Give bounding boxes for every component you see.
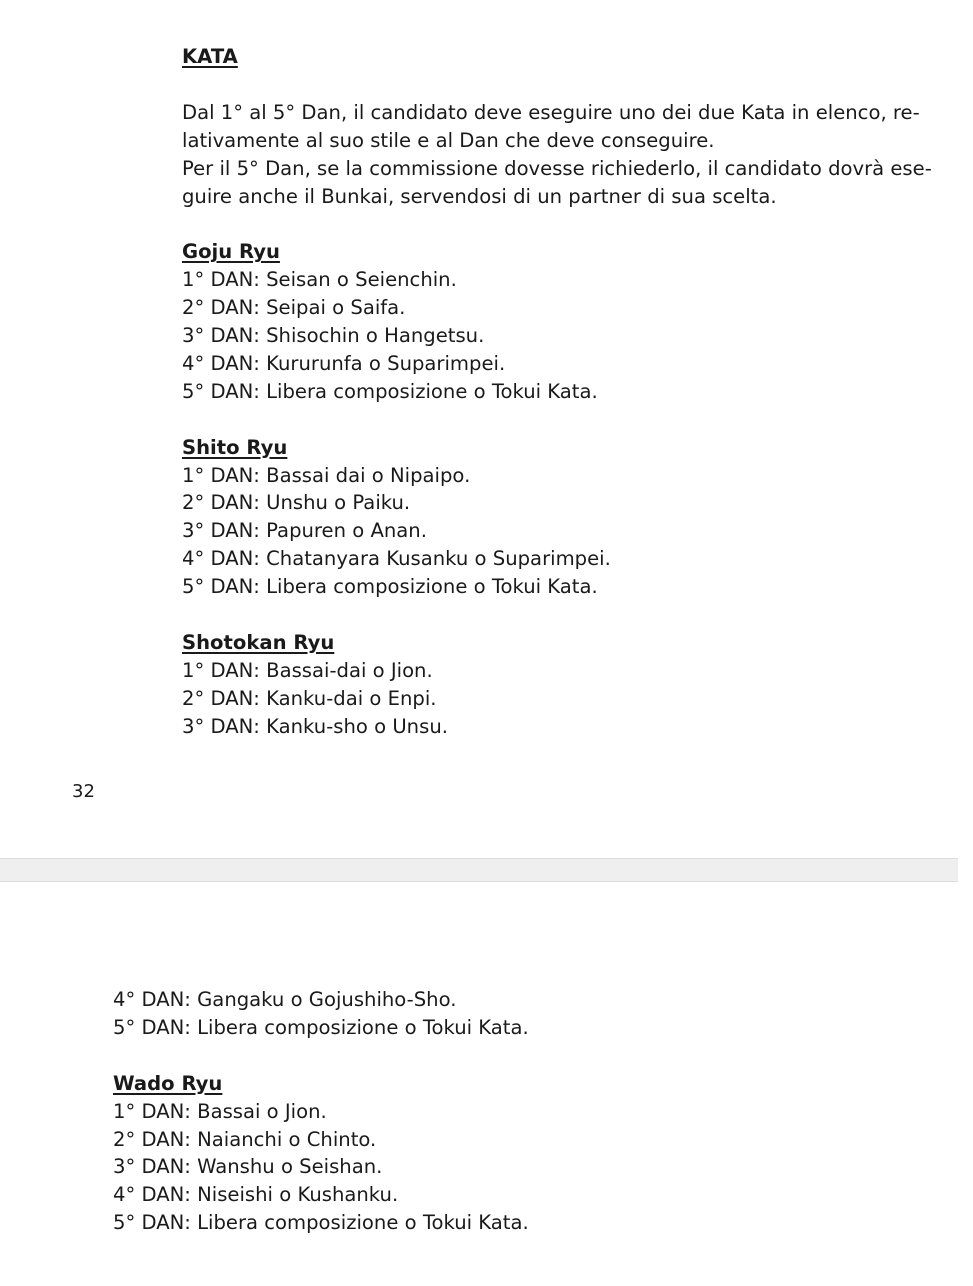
spacer — [182, 601, 962, 629]
page-content — [182, 43, 962, 741]
section-shotokan-ryu-continued — [113, 986, 529, 1042]
intro-line: Dal 1° al 5° Dan, il candidato deve eseguire uno dei due Kata in elenco, re- — [182, 100, 920, 124]
page-number: 32 — [72, 781, 95, 802]
intro-line: Per il 5° Dan, se la commissione dovesse richiederlo, il candidato dovrà ese- — [182, 156, 932, 180]
kata-list-item: 3° DAN: Shisochin o Hangetsu. — [182, 324, 485, 348]
page-separator — [0, 858, 958, 882]
section-wado-ryu — [113, 1070, 529, 1237]
spacer — [113, 1042, 529, 1070]
spacer — [182, 71, 962, 99]
kata-list-item: 4° DAN: Kururunfa o Suparimpei. — [182, 351, 506, 375]
kata-list-item: 4° DAN: Chatanyara Kusanku o Suparimpei. — [182, 547, 611, 571]
section-goju-ryu — [182, 238, 962, 405]
page-content — [113, 986, 529, 1237]
kata-list-item: 3° DAN: Papuren o Anan. — [182, 519, 427, 543]
section-title: Shito Ryu — [182, 435, 288, 459]
kata-list-item: 3° DAN: Wanshu o Seishan. — [113, 1155, 383, 1179]
section-shotokan-ryu — [182, 629, 962, 741]
kata-list-item: 5° DAN: Libera composizione o Tokui Kata. — [113, 1015, 529, 1039]
section-title: Shotokan Ryu — [182, 630, 335, 654]
kata-list-item: 1° DAN: Bassai dai o Nipaipo. — [182, 463, 471, 487]
spacer — [182, 210, 962, 238]
intro-line: guire anche il Bunkai, servendosi di un partner di sua scelta. — [182, 184, 777, 208]
section-title: Wado Ryu — [113, 1071, 223, 1095]
kata-list-item: 2° DAN: Seipai o Saifa. — [182, 296, 406, 320]
kata-list-item: 2° DAN: Unshu o Paiku. — [182, 491, 411, 515]
kata-list-item: 3° DAN: Kanku-sho o Unsu. — [182, 714, 448, 738]
kata-list-item: 5° DAN: Libera composizione o Tokui Kata. — [113, 1211, 529, 1235]
section-title: Goju Ryu — [182, 240, 280, 264]
kata-list-item: 1° DAN: Bassai o Jion. — [113, 1099, 327, 1123]
kata-list-item: 4° DAN: Niseishi o Kushanku. — [113, 1183, 399, 1207]
intro-paragraph — [182, 99, 962, 211]
page-separator-edge — [958, 858, 973, 882]
kata-heading: KATA — [182, 45, 238, 68]
intro-line: lativamente al suo stile e al Dan che deve conseguire. — [182, 128, 715, 152]
kata-list-item: 2° DAN: Naianchi o Chinto. — [113, 1127, 377, 1151]
spacer — [182, 406, 962, 434]
kata-list-item: 4° DAN: Gangaku o Gojushiho-Sho. — [113, 988, 457, 1011]
document-page-33 — [0, 882, 973, 1286]
kata-list-item: 5° DAN: Libera composizione o Tokui Kata. — [182, 379, 598, 403]
section-shito-ryu — [182, 434, 962, 601]
kata-list-item: 1° DAN: Seisan o Seienchin. — [182, 268, 457, 292]
kata-list-item: 5° DAN: Libera composizione o Tokui Kata. — [182, 575, 598, 599]
kata-list-item: 1° DAN: Bassai-dai o Jion. — [182, 658, 433, 682]
kata-list-item: 2° DAN: Kanku-dai o Enpi. — [182, 686, 437, 710]
